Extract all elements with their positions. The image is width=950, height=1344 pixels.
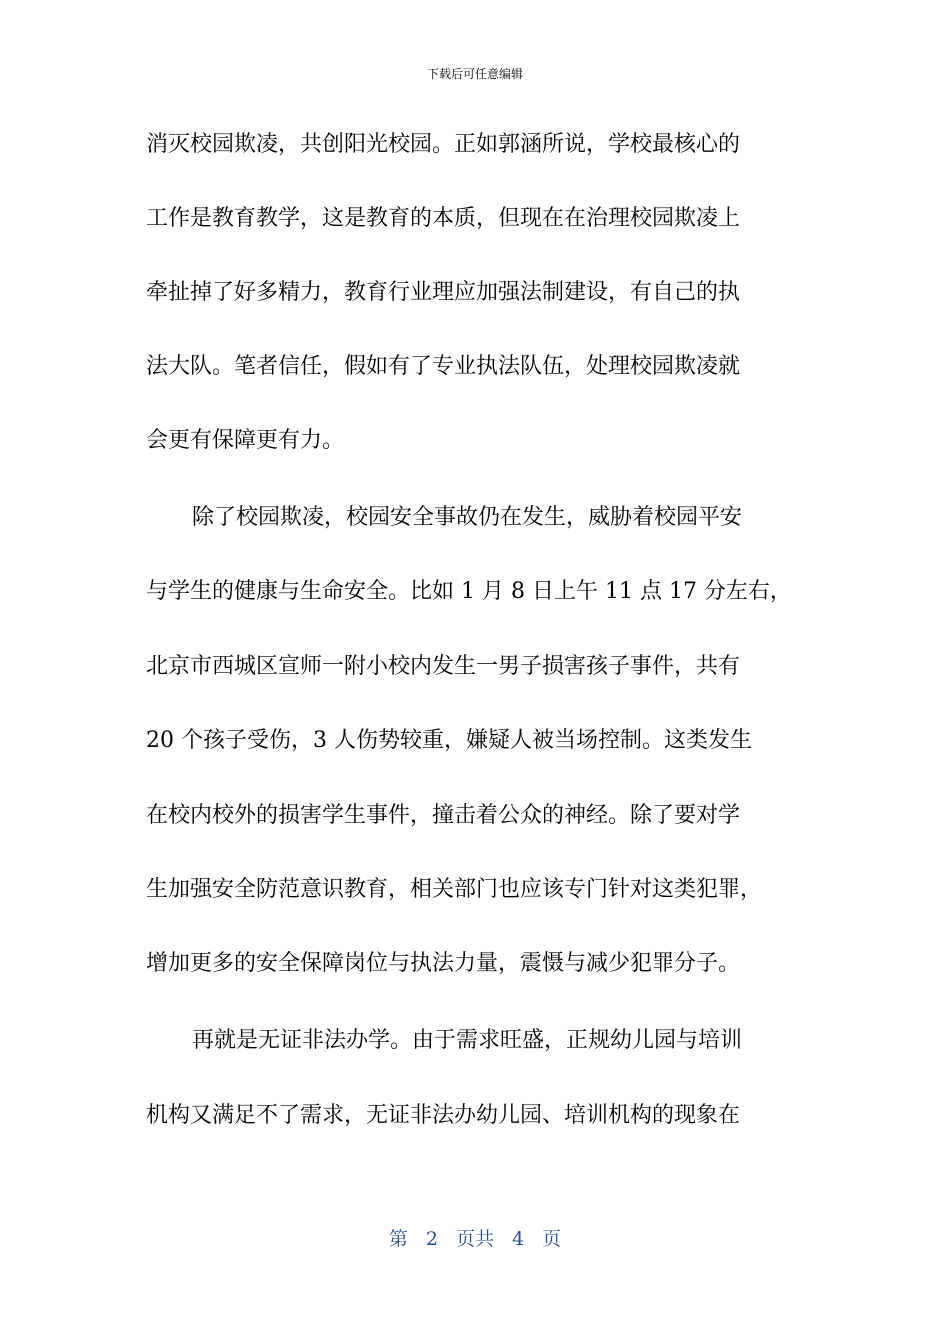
text-line: 20 个孩子受伤，3 人伤势较重，嫌疑人被当场控制。这类发生 [146,728,752,753]
text-line: 增加更多的安全保障岗位与执法力量，震慑与减少犯罪分子。 [146,951,741,976]
text-line: 与学生的健康与生命安全。比如 1 月 8 日上午 11 点 17 分左右， [146,579,792,604]
text-line: 生加强安全防范意识教育，相关部门也应该专门针对这类犯罪， [146,877,763,902]
text-line: 会更有保障更有力。 [146,428,345,453]
page-label-suffix: 页 [542,1228,562,1250]
page-number-footer [0,1226,950,1252]
text-line: 消灭校园欺凌，共创阳光校园。正如郭涵所说，学校最核心的 [146,132,741,157]
text-line: 牵扯掉了好多精力，教育行业理应加强法制建设，有自己的执 [146,280,741,305]
text-line: 机构又满足不了需求，无证非法办幼儿园、培训机构的现象在 [146,1103,741,1128]
total-page-number: 4 [512,1228,525,1250]
page-label-middle: 页共 [455,1228,494,1250]
paragraph-start-line: 再就是无证非法办学。由于需求旺盛，正规幼儿园与培训 [192,1028,743,1053]
text-line: 工作是教育教学，这是教育的本质，但现在在治理校园欺凌上 [146,206,741,231]
text-line: 北京市西城区宣师一附小校内发生一男子损害孩子事件，共有 [146,654,741,679]
paragraph-start-line: 除了校园欺凌，校园安全事故仍在发生，威胁着校园平安 [192,505,743,530]
download-note: 下载后可任意编辑 [426,67,523,81]
text-line: 法大队。笔者信任，假如有了专业执法队伍，处理校园欺凌就 [146,354,741,379]
current-page-number: 2 [425,1228,438,1250]
text-line: 在校内校外的损害学生事件，撞击着公众的神经。除了要对学 [146,803,741,828]
page-label-prefix: 第 [388,1228,408,1250]
